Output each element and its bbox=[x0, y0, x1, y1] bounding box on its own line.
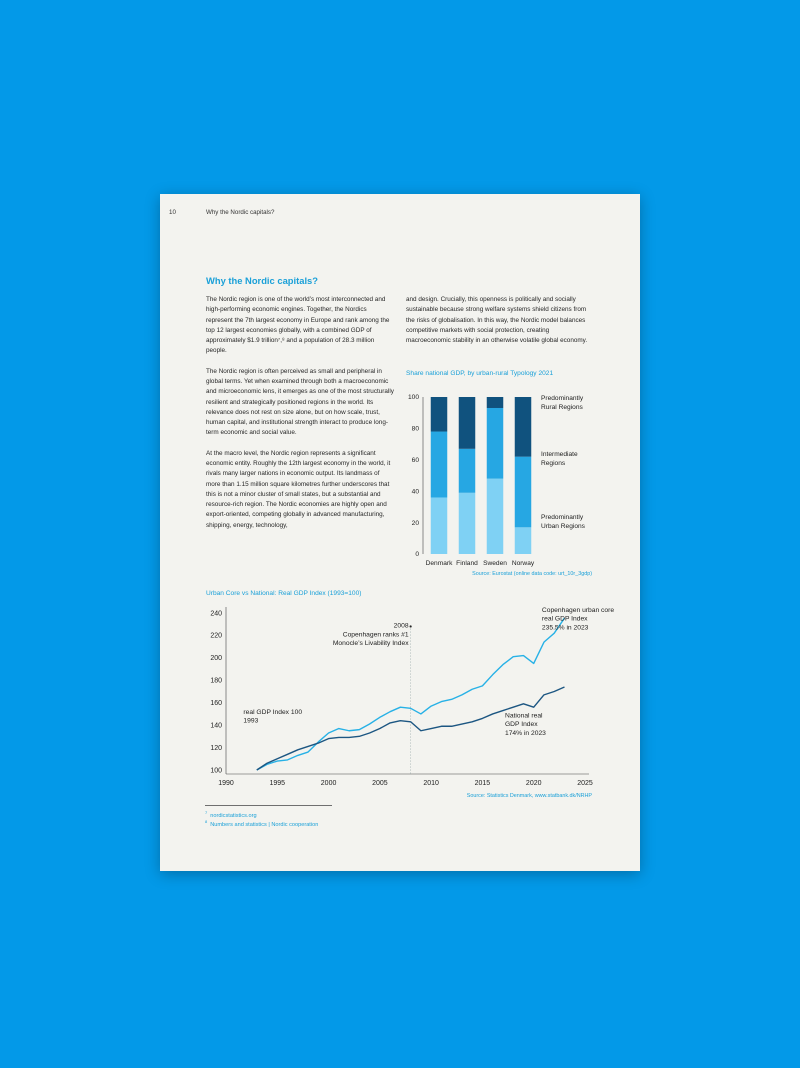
x-tick-label: 2010 bbox=[423, 780, 439, 787]
bar-chart-title: Share national GDP, by urban-rural Typology 2021 bbox=[406, 370, 554, 377]
bar-segment bbox=[487, 397, 504, 408]
paragraph-intro: The Nordic region is one of the world’s most interconnected and high-performing economic engines. Together, the Nordics represent the 7th largest economy in Europe and rank among the top 12 largest economies globally, with a combined GDP of approximately $1.9 trillion⁷,⁸ and a population of 28.3 million people. bbox=[206, 296, 390, 355]
legend-label: Regions bbox=[541, 460, 566, 467]
bar-segment bbox=[487, 479, 504, 554]
x-tick-label: Finland bbox=[456, 560, 478, 567]
line-chart-source: Source: Statistics Denmark, www.statbank.dk/NRHP bbox=[466, 793, 592, 799]
annotation-text: Monocle’s Livability Index bbox=[332, 640, 409, 648]
y-tick-label: 40 bbox=[411, 488, 419, 496]
bar-segment bbox=[459, 493, 476, 554]
annotation-text: real GDP Index bbox=[541, 615, 588, 623]
x-tick-label: 2020 bbox=[525, 780, 542, 787]
bar-segment bbox=[515, 457, 532, 528]
paragraph-perception: The Nordic region is often perceived as small and peripheral in global terms. Yet when examined through both a macroeconomic and microeconomic lens, it emerges as one of the most structurally resilient and strategically positioned regions in the world. Its relevance does not rest on size alone, but on how scale, trust, human capital, and institutional strength interact to produce long-term economic and social value. bbox=[206, 367, 394, 437]
annotation-text: 2008 bbox=[393, 622, 409, 630]
legend-label: Urban Regions bbox=[541, 523, 585, 530]
bar-segment bbox=[459, 449, 476, 493]
annotation-text: National real bbox=[504, 712, 543, 720]
marker-2008-dot bbox=[410, 625, 412, 627]
x-tick-label: 2000 bbox=[320, 780, 337, 787]
bar-segment bbox=[459, 397, 476, 449]
line-chart bbox=[200, 600, 620, 790]
bar-segment bbox=[431, 397, 448, 432]
annotation-text: real GDP Index 100 bbox=[243, 708, 303, 716]
annotation-text: GDP Index bbox=[504, 721, 538, 729]
y-tick-label: 120 bbox=[210, 744, 222, 752]
y-tick-label: 160 bbox=[210, 700, 222, 708]
y-tick-label: 140 bbox=[210, 722, 222, 730]
y-tick-label: 100 bbox=[210, 767, 222, 775]
text-column-left bbox=[206, 295, 394, 541]
y-tick-label: 80 bbox=[411, 425, 419, 433]
annotation-text: 1993 bbox=[243, 717, 259, 725]
text-column-right bbox=[406, 295, 592, 357]
y-tick-label: 200 bbox=[210, 655, 222, 663]
paragraph-macro: At the macro level, the Nordic region represents a significant economic entity. Roughly the 12th largest economy in the world, it rivals many larger nations in economic output. Its landmass of more than 1.15 million square kilometres further underscores that this is not a minor cluster of small states, but a substantial and resource-rich region. The Nordic economies are highly open and export-oriented, competing globally in advanced manufacturing, shipping, energy, technology, bbox=[206, 449, 391, 529]
bar-segment bbox=[431, 432, 448, 498]
bar-segment bbox=[515, 527, 532, 554]
x-tick-label: Denmark bbox=[425, 560, 453, 567]
stacked-bar-chart bbox=[395, 386, 625, 576]
bar-segment bbox=[515, 397, 532, 457]
section-title: Why the Nordic capitals? bbox=[206, 275, 318, 286]
legend-label: Predominantly bbox=[541, 514, 584, 521]
bar-chart-source: Source: Eurostat (online data code: urt_10r_3gdp) bbox=[472, 571, 592, 577]
legend-label: Intermediate bbox=[541, 451, 578, 458]
annotation-text: 174% in 2023 bbox=[504, 729, 546, 737]
running-title: Why the Nordic capitals? bbox=[206, 209, 275, 216]
y-tick-label: 220 bbox=[210, 632, 222, 640]
x-tick-label: 2015 bbox=[474, 780, 491, 787]
document-page bbox=[160, 194, 640, 871]
y-tick-label: 60 bbox=[411, 457, 419, 464]
x-tick-label: 2025 bbox=[577, 780, 593, 787]
line-chart-title: Urban Core vs National: Real GDP Index (1993=100) bbox=[206, 590, 362, 597]
legend-label: Predominantly bbox=[541, 395, 584, 402]
bar-segment bbox=[431, 497, 448, 554]
y-tick-label: 240 bbox=[210, 610, 222, 618]
footnote-7[interactable]: $^7$nordicstatistics.org bbox=[205, 810, 257, 819]
y-tick-label: 180 bbox=[210, 677, 222, 685]
x-tick-label: 1995 bbox=[269, 780, 286, 787]
y-tick-label: 20 bbox=[411, 519, 419, 527]
x-tick-label: Norway bbox=[511, 560, 535, 567]
page-number: 10 bbox=[169, 209, 176, 216]
running-header bbox=[169, 209, 274, 216]
bar-segment bbox=[487, 408, 504, 479]
x-tick-label: 1990 bbox=[218, 780, 234, 787]
annotation-text: Copenhagen urban core bbox=[541, 606, 615, 614]
annotation-text: 235.5% in 2023 bbox=[541, 624, 589, 632]
x-tick-label: 2005 bbox=[372, 780, 388, 787]
annotation-text: Copenhagen ranks #1 bbox=[342, 631, 409, 639]
x-tick-label: Sweden bbox=[483, 560, 507, 567]
footnote-divider bbox=[205, 805, 332, 806]
paragraph-openness: and design. Crucially, this openness is politically and socially sustainable because strong welfare systems shield citizens from the risks of globalisation. In this way, the Nordic model balances competitive markets with social protection, creating macroeconomic stability in an otherwise volatile global economy. bbox=[406, 296, 588, 344]
legend-label: Rural Regions bbox=[541, 404, 583, 411]
y-tick-label: 0 bbox=[415, 551, 419, 559]
y-tick-label: 100 bbox=[407, 394, 419, 402]
footnote-8[interactable]: $^8$Numbers and statistics | Nordic cooperation bbox=[205, 819, 319, 828]
